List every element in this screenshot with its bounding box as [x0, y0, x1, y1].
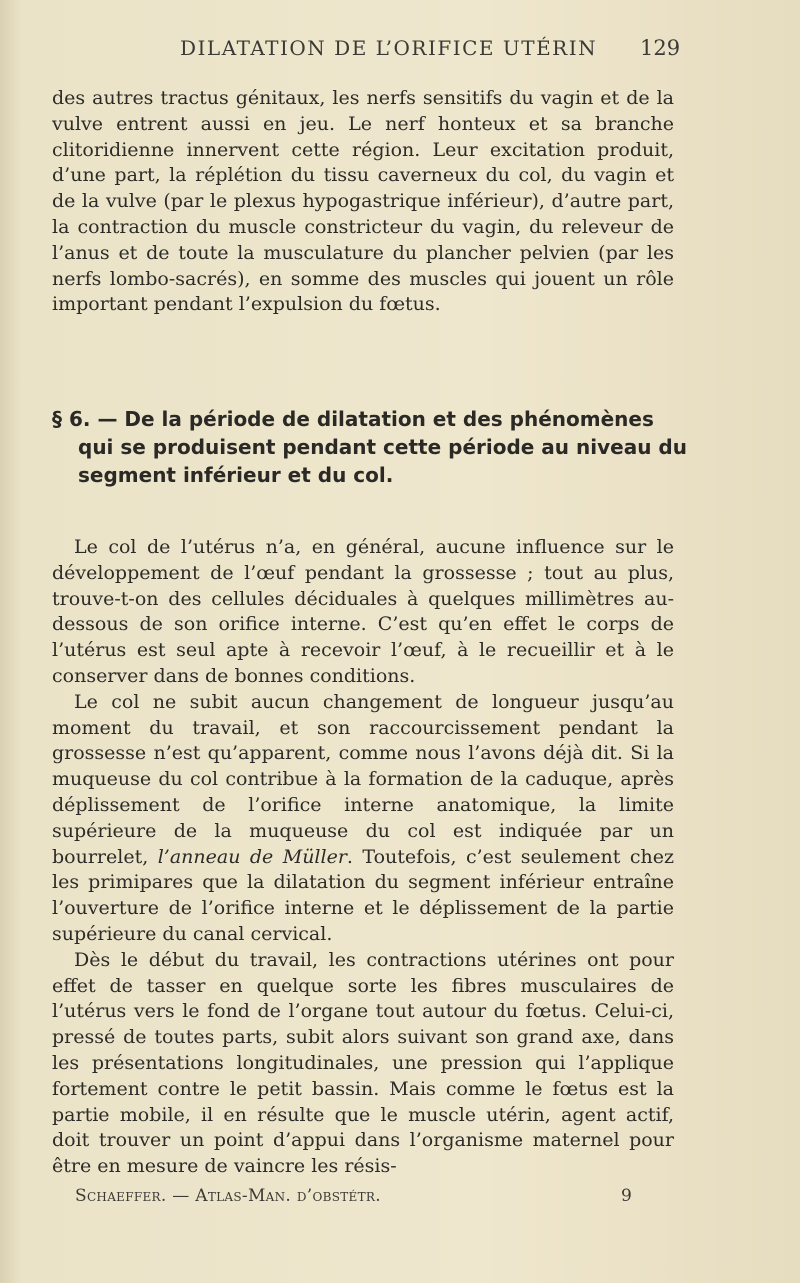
running-title: DILATATION DE L’ORIFICE UTÉRIN: [180, 36, 598, 60]
paragraph: Le col de l’utérus n’a, en général, aucune influence sur le développement de l’œuf pendant la grossesse ; tout au plus, trouve-t-on des cellules déciduales à quelques millimètres au-dessous de son orifice interne. C’est qu’en effet le corps de l’utérus est seul apte à recevoir l’œuf, à le recueillir et à le conserver dans de bonnes conditions.: [52, 536, 674, 687]
section-heading: [52, 405, 702, 489]
paragraph-block-2: [52, 535, 674, 1180]
page-header: [0, 36, 800, 76]
section-heading-line-1: § 6. — De la période de dilatation et des phénomènes: [52, 407, 654, 431]
paragraph: Dès le début du travail, les contractions utérines ont pour effet de tasser en quelque sorte les fibres musculaires de l’utérus vers le fond de l’organe tout autour du fœtus. Celui-ci, pressé de toutes parts, subit alors suivant son grand axe, dans les présentations longitudinales, une pression qui l’applique fortement contre le petit bassin. Mais comme le fœtus est la partie mobile, il en résulte que le muscle utérin, agent actif, doit trouver un point d’appui dans l’organisme maternel pour être en mesure de vaincre les résis-: [52, 948, 674, 1178]
paragraph-text: . Toutefois, c’est seulement chez les primipares que la dilatation du segment inférieur entraîne l’ouverture de l’orifice interne et le déplissement de la partie supérieure du canal cervical.: [52, 845, 674, 945]
page-footer: [75, 1186, 675, 1216]
paragraph-text: Le col ne subit aucun changement de longueur jusqu’au moment du travail, et son raccourcissement pendant la grossesse n’est qu’apparent, comme nous l’avons déjà dit. Si la muqueuse du col contribue à la formation de la caduque, après déplissement de l’orifice interne anatomique, la limite supérieure de la muqueuse du col est indiquée par un bourrelet,: [52, 690, 674, 868]
signature-mark: 9: [621, 1186, 632, 1206]
italic-term: l’anneau de Müller: [157, 845, 347, 868]
paragraph-block-1: [52, 86, 674, 318]
section-heading-line-2: qui se produisent pendant cette période au niveau du: [78, 435, 687, 459]
footer-signature: Schaeffer. — Atlas-Man. d’obstétr.: [75, 1186, 381, 1206]
section-heading-line-3: segment inférieur et du col.: [78, 463, 394, 487]
paragraph: [52, 690, 674, 948]
page-number: 129: [640, 36, 681, 60]
paragraph: des autres tractus génitaux, les nerfs sensitifs du vagin et de la vulve entrent aussi en jeu. Le nerf honteux et sa branche clitoridienne innervent cette région. Leur excitation produit, d’une part, la réplétion du tissu caverneux du col, du vagin et de la vulve (par le plexus hypogastrique inférieur), d’autre part, la contraction du muscle constricteur du vagin, du releveur de l’anus et de toute la musculature du plancher pelvien (par les nerfs lombo-sacrés), en somme des muscles qui jouent un rôle important pendant l’expulsion du fœtus.: [52, 87, 674, 316]
